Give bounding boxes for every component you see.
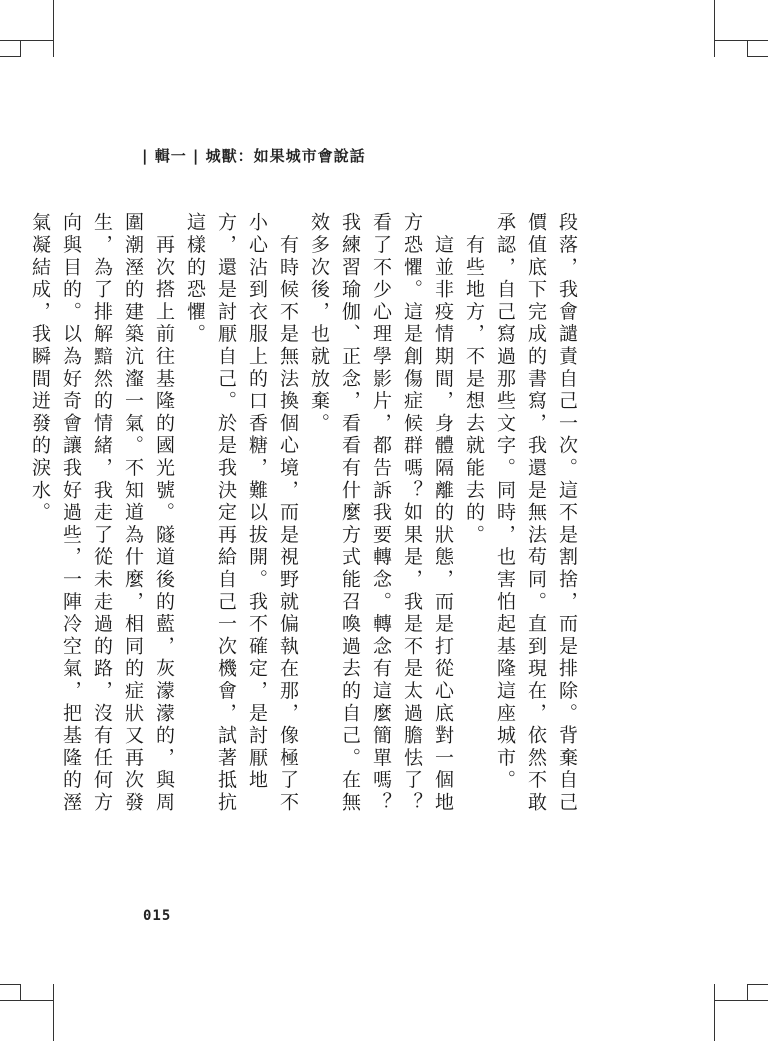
vertical-body-text — [29, 212, 582, 822]
paragraph: 有些地方，不是想去就能去的。 — [463, 212, 485, 547]
paragraph: 有時候不是無法換個心境，而是視野就偏執在那，像極了不小心沾到衣服上的口香糖，難以拔開。我不確定，是討厭地方，還是討厭自己。於是我決定再給自己一次機會，試著抵抗這樣的恐懼。 — [184, 212, 299, 815]
running-header: | 輯一 | 城獸：如果城市會說話 — [142, 147, 366, 165]
paragraph: 這並非疫情期間，身體隔離的狀態，而是打從心底對一個地方恐懼。這是創傷症候群嗎？如果是，我是不是太過膽怯了？看了不少心理學影片，都告訴我要轉念。轉念有這麼簡單嗎？我練習瑜伽、正念，看看有什麼方式能召喚過去的自己。在無效多次後，也就放棄。 — [308, 212, 454, 815]
paragraph: 再次搭上前往基隆的國光號。隧道後的藍，灰濛濛的，與周圍潮溼的建築沆瀣一氣。不知道為什麼，相同的症狀又再次發生，為了排解黯然的情緒，我走了從未走過的路，沒有任何方向與目的。以為好奇會讓我好過些，一陣冷空氣，把基隆的溼氣凝結成，我瞬間迸發的淚水。 — [29, 212, 175, 815]
paragraph: 段落，我會譴責自己一次。這不是割捨，而是排除。背棄自己價值底下完成的書寫，我還是無法苟同。直到現在，依然不敢承認，自己寫過那些文字。同時，也害怕起基隆這座城市。 — [494, 212, 578, 815]
page-number: 015 — [143, 908, 172, 924]
